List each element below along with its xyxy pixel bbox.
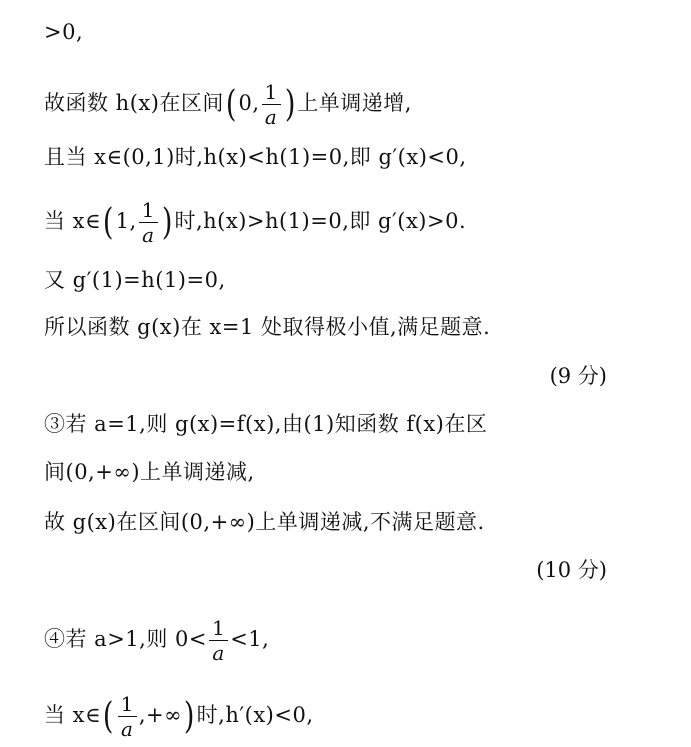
score-text-9: (9 分) [549,364,607,388]
text-l11-inner: ,+∞ [138,703,183,727]
fraction-denominator: a [121,717,134,741]
fraction-numerator: 1 [262,82,281,105]
fraction-one-over-a [118,694,137,739]
text-l11-after: 时,h′(x)<0, [196,703,314,727]
text-l10-before: ④若 a>1,则 0< [44,627,207,651]
text-l2-before: 故函数 h(x)在区间 [44,91,224,115]
text-line-10 [44,618,269,663]
text-line-5 [44,266,226,294]
text-l5: 又 g′(1)=h(1)=0, [44,268,226,292]
text-l4-inner: 1, [115,209,137,233]
left-paren: ( [102,695,114,737]
text-line-7 [44,410,487,438]
fraction-one-over-a [262,82,281,127]
fraction-numerator: 1 [209,618,228,641]
text-l2-after: 上单调递增, [297,91,412,115]
text-l2-inner: 0, [238,91,260,115]
text-l8: 间(0,+∞)上单调递减, [44,460,255,484]
text-l7: ③若 a=1,则 g(x)=f(x),由(1)知函数 f(x)在区 [44,412,488,436]
text-line-4 [44,200,466,245]
text-line-11 [44,694,314,739]
score-9 [550,362,607,390]
right-paren: ) [183,695,195,737]
text-l1: >0, [44,20,84,44]
fraction-numerator: 1 [139,200,158,223]
right-paren: ) [161,201,173,243]
text-l10-after: <1, [230,627,270,651]
right-paren: ) [284,83,296,125]
text-l3: 且当 x∈(0,1)时,h(x)<h(1)=0,即 g′(x)<0, [44,145,467,169]
fraction-denominator: a [212,641,225,665]
text-l6: 所以函数 g(x)在 x=1 处取得极小值,满足题意. [44,315,491,339]
left-paren: ( [225,83,237,125]
text-l4-before: 当 x∈ [44,209,102,233]
text-l11-before: 当 x∈ [44,703,102,727]
fraction-denominator: a [264,105,278,129]
left-paren: ( [102,201,114,243]
text-l4-after: 时,h(x)>h(1)=0,即 g′(x)>0. [174,209,467,233]
text-line-8 [44,458,255,486]
text-line-6 [44,313,490,341]
text-l9: 故 g(x)在区间(0,+∞)上单调递减,不满足题意. [44,510,485,534]
fraction-one-over-a [139,200,158,245]
text-line-1 [44,18,83,46]
score-text-10: (10 分) [536,558,607,582]
text-line-2 [44,82,412,127]
text-line-9 [44,508,485,536]
fraction-numerator: 1 [118,694,137,717]
fraction-one-over-a [209,618,228,663]
text-line-3 [44,143,467,171]
fraction-denominator: a [142,223,155,247]
score-10 [536,556,607,584]
